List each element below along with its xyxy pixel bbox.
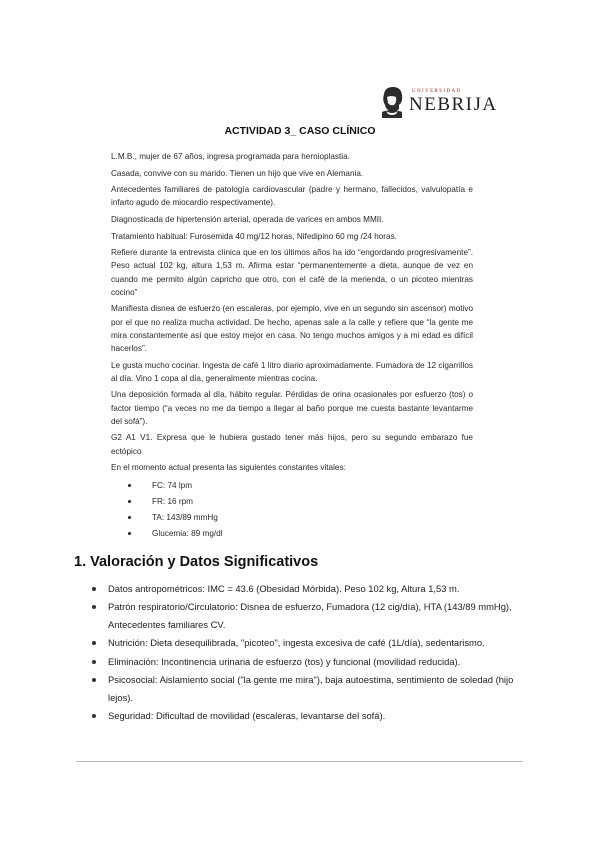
- case-paragraph: Refiere durante la entrevista clínica que en los últimos años ha ido “engordando progresivamente”. Peso actual 102 kg, altura 1,53 m. Afirma estar “permanentemente a dieta, aunque de vez en cuando me permito algún capricho que otro, con el café de la merienda, o un picoteo mientras cocino”: [111, 248, 473, 297]
- case-paragraph: G2 A1 V1. Expresa que le hubiera gustado tener más hijos, pero su segundo embarazo fue ectópico: [111, 433, 473, 456]
- significant-data-list: [92, 580, 532, 726]
- case-description: [111, 150, 473, 542]
- vital-sign-item: FC: 74 lpm: [128, 478, 473, 494]
- case-paragraph: Manifiesta disnea de esfuerzo (en escaleras, por ejemplo, vive en un segundo sin ascensor) motivo por el que no realiza mucha actividad. De hecho, apenas sale a la calle y refiere que “la gente me mira constantemente así que estoy mejor en casa. No tengo muchos amigos y a mi edad es difícil hacerlos”.: [111, 304, 473, 353]
- significant-data-item: Seguridad: Dificultad de movilidad (escaleras, levantarse del sofá).: [92, 707, 532, 725]
- significant-data-item: Eliminación: Incontinencia urinaria de esfuerzo (tos) y funcional (movilidad reducida).: [92, 653, 532, 671]
- case-title: ACTIVIDAD 3_ CASO CLÍNICO: [224, 125, 376, 137]
- significant-data-item: Nutrición: Dieta desequilibrada, "picoteo", ingesta excesiva de café (1L/día), sedentarismo.: [92, 634, 532, 652]
- case-paragraph: Tratamiento habitual: Furosemida 40 mg/12 horas, Nifedipino 60 mg /24 horas.: [111, 231, 397, 241]
- logo-university-text: UNIVERSIDAD: [412, 89, 462, 94]
- logo-brand-text: NEBRIJA: [409, 94, 498, 115]
- case-paragraph: Casada, convive con su marido. Tienen un hijo que vive en Alemania.: [111, 168, 364, 178]
- vital-sign-item: Glucemia: 89 mg/dl: [128, 526, 473, 542]
- case-paragraph: L.M.B., mujer de 67 años, ingresa programada para hernioplastia.: [111, 152, 350, 161]
- case-paragraph: En el momento actual presenta las siguientes constantes vitales:: [111, 463, 346, 473]
- nebrija-head-icon: [378, 84, 406, 118]
- case-paragraph: Antecedentes familiares de patología cardiovascular (padre y hermano, fallecidos, valvulopatía e infarto agudo de miocardio respectivamente).: [111, 185, 473, 208]
- vital-signs-list: [111, 478, 473, 541]
- significant-data-item: Patrón respiratorio/Circulatorio: Disnea de esfuerzo, Fumadora (12 cig/día), HTA (143/89 mmHg), Antecedentes familiares CV.: [92, 598, 532, 633]
- divider: [76, 761, 523, 762]
- significant-data-item: Psicosocial: Aislamiento social ("la gente me mira"), baja autoestima, sentimiento de soledad (hijo lejos).: [92, 671, 532, 706]
- case-paragraph: Una deposición formada al día, hábito regular. Pérdidas de orina ocasionales por esfuerzo (tos) o factor tiempo (“a veces no me da tiempo a llegar al baño porque me cuesta bastante levantarme del sofá”).: [111, 390, 473, 426]
- case-paragraph: Diagnosticada de hipertensión arterial, operada de varices en ambos MMII.: [111, 214, 384, 224]
- case-paragraph: Le gusta mucho cocinar. Ingesta de café 1 litro diario aproximadamente. Fumadora de 12 cigarrillos al día. Vino 1 copa al día, generalmente mientras cocina.: [111, 360, 473, 383]
- vital-sign-item: FR: 16 rpm: [128, 494, 473, 510]
- nebrija-logo: [378, 84, 498, 118]
- significant-data-item: Datos antropométricos: IMC = 43.6 (Obesidad Mórbida). Peso 102 kg, Altura 1,53 m.: [92, 580, 532, 598]
- section-heading: 1. Valoración y Datos Significativos: [74, 554, 319, 570]
- vital-sign-item: TA: 143/89 mmHg: [128, 510, 473, 526]
